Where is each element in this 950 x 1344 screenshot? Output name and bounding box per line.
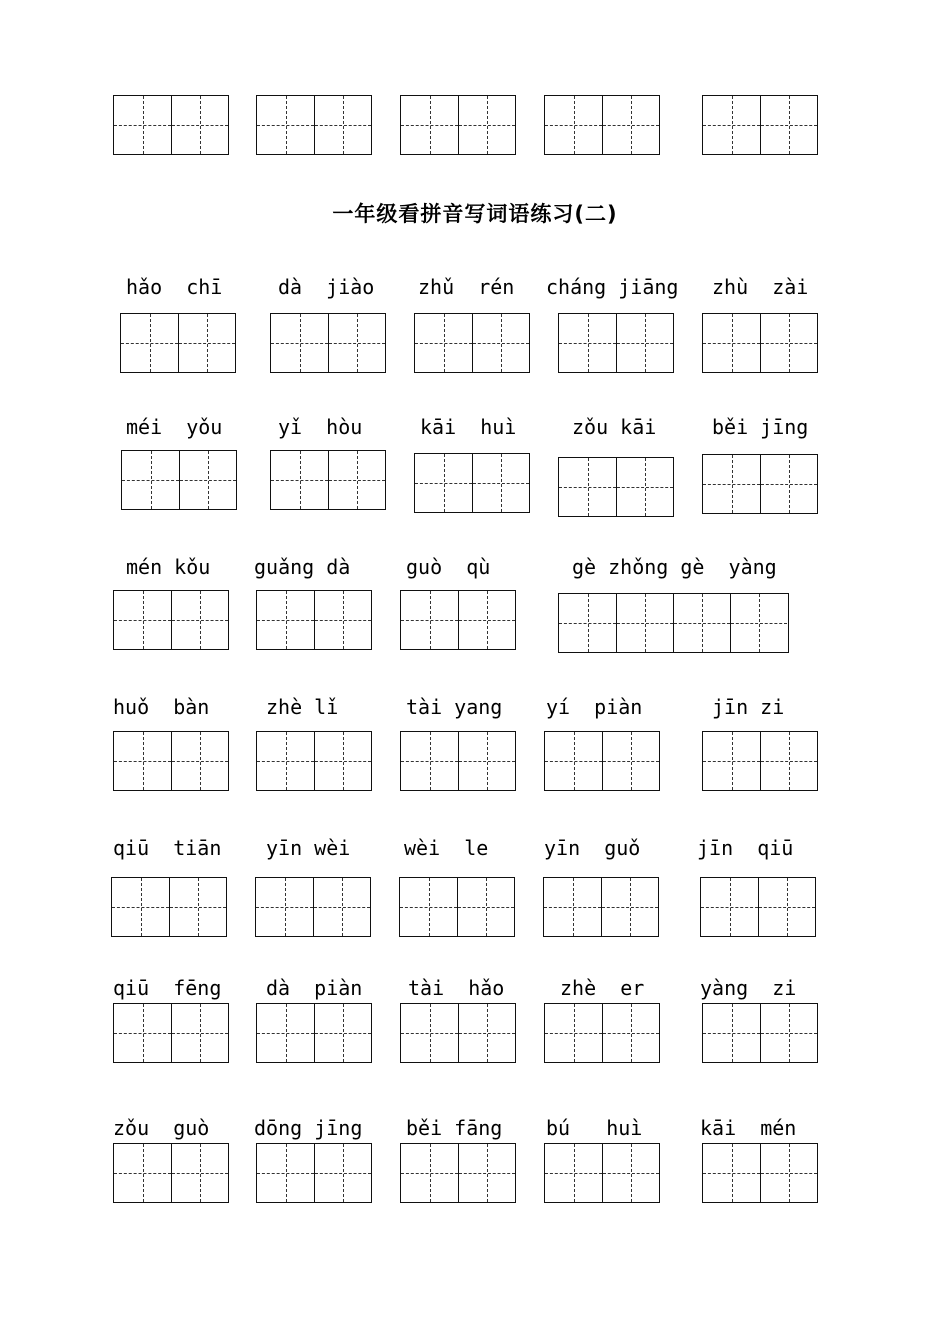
writing-box <box>400 95 516 155</box>
pinyin-label: yàng zi <box>700 976 797 1000</box>
writing-box <box>400 731 516 791</box>
writing-box-four <box>558 593 789 653</box>
writing-cell <box>673 594 730 652</box>
pinyin-label: zǒu kāi <box>572 415 657 439</box>
writing-cell <box>703 96 760 154</box>
writing-cell <box>544 878 601 936</box>
writing-cell <box>458 96 515 154</box>
writing-cell <box>114 591 171 649</box>
writing-cell <box>401 96 458 154</box>
writing-box <box>702 1003 818 1063</box>
writing-cell <box>415 314 472 372</box>
writing-box <box>113 1003 229 1063</box>
page-title: 一年级看拼音写词语练习(二) <box>332 202 618 226</box>
writing-cell <box>328 451 385 509</box>
writing-cell <box>602 1144 659 1202</box>
writing-cell <box>703 1144 760 1202</box>
writing-cell <box>760 96 817 154</box>
pinyin-label: tài hǎo <box>408 976 505 1000</box>
pinyin-label: hǎo chī <box>126 275 223 299</box>
pinyin-label: guò qù <box>406 555 491 579</box>
writing-cell <box>171 1144 228 1202</box>
pinyin-label: mén kǒu <box>126 555 211 579</box>
writing-box <box>702 731 818 791</box>
writing-cell <box>178 314 235 372</box>
writing-box <box>256 1143 372 1203</box>
writing-cell <box>458 1004 515 1062</box>
writing-box <box>255 877 371 937</box>
writing-cell <box>257 591 314 649</box>
pinyin-label: tài yang <box>406 695 503 719</box>
writing-cell <box>112 878 169 936</box>
pinyin-label: qiū tiān <box>113 836 222 860</box>
writing-cell <box>400 878 457 936</box>
writing-box <box>256 731 372 791</box>
writing-cell <box>257 732 314 790</box>
writing-cell <box>601 878 658 936</box>
writing-box <box>399 877 515 937</box>
pinyin-label: yīn wèi <box>266 836 351 860</box>
writing-box <box>702 313 818 373</box>
writing-box <box>700 877 816 937</box>
writing-box <box>400 1143 516 1203</box>
writing-box <box>256 1003 372 1063</box>
writing-cell <box>760 314 817 372</box>
pinyin-label: běi fāng <box>406 1116 503 1140</box>
writing-cell <box>256 878 313 936</box>
writing-cell <box>415 454 472 512</box>
writing-cell <box>602 96 659 154</box>
writing-box <box>270 450 386 510</box>
pinyin-label: méi yǒu <box>126 415 223 439</box>
writing-cell <box>257 1004 314 1062</box>
writing-box <box>400 1003 516 1063</box>
writing-cell <box>171 96 228 154</box>
pinyin-label: zhè er <box>560 976 645 1000</box>
writing-cell <box>545 1004 602 1062</box>
pinyin-label: qiū fēng <box>113 976 222 1000</box>
pinyin-label: dà piàn <box>266 976 363 1000</box>
writing-box <box>702 1143 818 1203</box>
writing-box <box>256 590 372 650</box>
writing-cell <box>760 1004 817 1062</box>
writing-cell <box>171 1004 228 1062</box>
writing-cell <box>760 1144 817 1202</box>
writing-cell <box>472 454 529 512</box>
writing-cell <box>703 314 760 372</box>
writing-cell <box>758 878 815 936</box>
writing-cell <box>401 1144 458 1202</box>
writing-cell <box>545 732 602 790</box>
writing-box <box>414 313 530 373</box>
writing-box <box>558 457 674 517</box>
writing-cell <box>314 591 371 649</box>
pinyin-label: kāi huì <box>420 415 517 439</box>
writing-box <box>544 95 660 155</box>
writing-cell <box>545 1144 602 1202</box>
writing-cell <box>114 1004 171 1062</box>
pinyin-label: kāi mén <box>700 1116 797 1140</box>
pinyin-label: wèi le <box>404 836 489 860</box>
writing-cell <box>401 591 458 649</box>
writing-cell <box>114 732 171 790</box>
writing-box <box>120 313 236 373</box>
writing-box <box>113 731 229 791</box>
writing-cell <box>314 1144 371 1202</box>
writing-cell <box>457 878 514 936</box>
writing-box <box>111 877 227 937</box>
writing-cell <box>703 732 760 790</box>
writing-cell <box>472 314 529 372</box>
writing-box <box>544 731 660 791</box>
writing-cell <box>703 455 760 513</box>
pinyin-label: zhè lǐ <box>266 695 339 719</box>
writing-box <box>702 454 818 514</box>
pinyin-label: zhù zài <box>712 275 809 299</box>
writing-cell <box>730 594 787 652</box>
writing-cell <box>314 1004 371 1062</box>
pinyin-label: zǒu guò <box>113 1116 210 1140</box>
writing-cell <box>257 1144 314 1202</box>
writing-cell <box>271 314 328 372</box>
writing-cell <box>545 96 602 154</box>
pinyin-label: gè zhǒng gè yàng <box>572 555 777 579</box>
writing-cell <box>401 732 458 790</box>
writing-cell <box>616 594 673 652</box>
writing-box <box>113 590 229 650</box>
writing-cell <box>171 732 228 790</box>
writing-cell <box>760 732 817 790</box>
writing-cell <box>458 591 515 649</box>
writing-cell <box>616 314 673 372</box>
pinyin-label: jīn qiū <box>697 836 794 860</box>
pinyin-label: bú huì <box>546 1116 643 1140</box>
writing-box <box>400 590 516 650</box>
writing-box <box>543 877 659 937</box>
pinyin-label: guǎng dà <box>254 555 351 579</box>
pinyin-label: zhǔ rén <box>418 275 515 299</box>
pinyin-label: yǐ hòu <box>278 415 363 439</box>
writing-cell <box>314 96 371 154</box>
writing-cell <box>271 451 328 509</box>
writing-cell <box>616 458 673 516</box>
pinyin-label: dōng jīng <box>254 1116 363 1140</box>
writing-cell <box>169 878 226 936</box>
writing-box <box>113 1143 229 1203</box>
writing-box <box>702 95 818 155</box>
writing-box <box>256 95 372 155</box>
writing-cell <box>760 455 817 513</box>
writing-cell <box>703 1004 760 1062</box>
writing-cell <box>559 314 616 372</box>
writing-cell <box>179 451 236 509</box>
pinyin-label: jīn zi <box>712 695 785 719</box>
writing-cell <box>559 458 616 516</box>
writing-cell <box>559 594 616 652</box>
writing-cell <box>122 451 179 509</box>
writing-box <box>121 450 237 510</box>
pinyin-label: yīn guǒ <box>544 836 641 860</box>
writing-cell <box>114 1144 171 1202</box>
writing-cell <box>602 1004 659 1062</box>
pinyin-label: huǒ bàn <box>113 695 210 719</box>
writing-cell <box>328 314 385 372</box>
writing-cell <box>602 732 659 790</box>
writing-cell <box>701 878 758 936</box>
writing-cell <box>171 591 228 649</box>
writing-box <box>558 313 674 373</box>
pinyin-label: cháng jiāng <box>546 275 679 299</box>
writing-cell <box>313 878 370 936</box>
writing-box <box>414 453 530 513</box>
writing-box <box>113 95 229 155</box>
writing-cell <box>458 1144 515 1202</box>
writing-cell <box>458 732 515 790</box>
pinyin-label: běi jīng <box>712 415 809 439</box>
writing-cell <box>257 96 314 154</box>
writing-cell <box>114 96 171 154</box>
writing-cell <box>121 314 178 372</box>
writing-box <box>270 313 386 373</box>
pinyin-label: yí piàn <box>546 695 643 719</box>
writing-cell <box>401 1004 458 1062</box>
writing-cell <box>314 732 371 790</box>
writing-box <box>544 1003 660 1063</box>
writing-box <box>544 1143 660 1203</box>
pinyin-label: dà jiào <box>278 275 375 299</box>
